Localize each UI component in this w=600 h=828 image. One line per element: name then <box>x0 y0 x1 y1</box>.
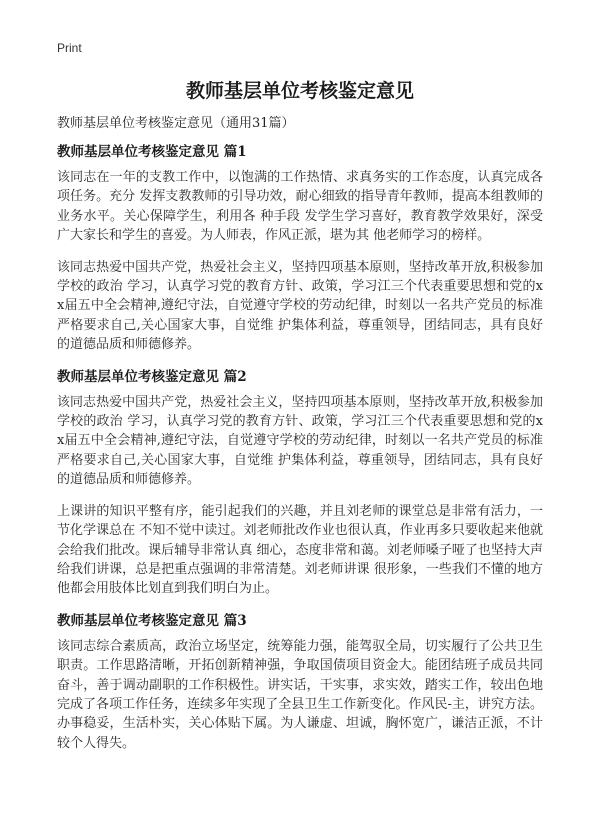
section-paragraph: 该同志热爱中国共产党，热爱社会主义，坚持四项基本原则，坚持改革开放,积极参加学校的政治 学习，认真学习党的教育方针、政策，学习江三个代表重要思想和党的xx届五中全会精神,遵纪守法，自觉遵守学校的劳动纪律，时刻以一名共产党员的标准严格要求自己,关心国家大事，自觉维 护集体利益，尊重领导，团结同志，具有良好的道德品质和师德修养。 <box>57 394 543 488</box>
section-heading: 教师基层单位考核鉴定意见 篇2 <box>57 368 247 385</box>
section-paragraph: 上课讲的知识平整有序，能引起我们的兴趣，并且刘老师的课堂总是非常有活力，一节化学课总在 不知不觉中读过。刘老师批改作业也很认真，作业再多只要收起来他就会给我们批改。课后辅导非常认真 细心，态度非常和蔼。刘老师嗓子哑了也坚持大声给我们讲课，总是把重点强调的非常清楚。刘老师讲课 很形象，一些我们不懂的地方他都会用肢体比划直到我们明白为止。 <box>57 503 543 597</box>
section-heading: 教师基层单位考核鉴定意见 篇1 <box>57 144 247 160</box>
section-paragraph: 该同志在一年的支教工作中，以饱满的工作热情、求真务实的工作态度，认真完成各项任务。充分 发挥支教教师的引导功效，耐心细致的指导青年教师，提高本组教师的业务水平。关心保障学生，利用各 种手段 发学生学习喜好，教育教学效果好，深受广大家长和学生的喜爱。为人师表，作风正派，堪为其 他老师学习的榜样。 <box>57 170 543 244</box>
section-paragraph: 该同志综合素质高，政治立场坚定，统筹能力强，能驾驭全局，切实履行了公共卫生职责。工作思路清晰，开拓创新精神强，争取国债项目资金大。能团结班子成员共同奋斗，善于调动副职的工作积极性。讲实话，干实事，求实效，踏实工作，较出色地完成了各项工作任务，连续多年实现了全县卫生工作新变化。作风民-主，讲究方法。办事稳妥，生活朴实，关心体贴下属。为人谦虚、坦诚，胸怀宽广，谦洁正派，不计较个人得失。 <box>57 638 543 751</box>
document-subtitle: 教师基层单位考核鉴定意见（通用31篇） <box>57 116 295 131</box>
print-label: Print <box>57 41 82 55</box>
section-heading: 教师基层单位考核鉴定意见 篇3 <box>57 612 247 629</box>
section-3 <box>57 611 543 753</box>
section-2 <box>57 367 543 599</box>
document-title: 教师基层单位考核鉴定意见 <box>185 80 414 102</box>
section-paragraph: 该同志热爱中国共产党，热爱社会主义，坚持四项基本原则，坚持改革开放,积极参加学校的政治 学习，认真学习党的教育方针、政策，学习江三个代表重要思想和党的xx届五中全会精神,遵纪守法，自觉遵守学校的劳动纪律，时刻以一名共产党员的标准严格要求自己,关心国家大事，自觉维 护集体利益，尊重领导，团结同志，具有良好的道德品质和师德修养。 <box>57 259 543 353</box>
section-1 <box>57 142 543 355</box>
